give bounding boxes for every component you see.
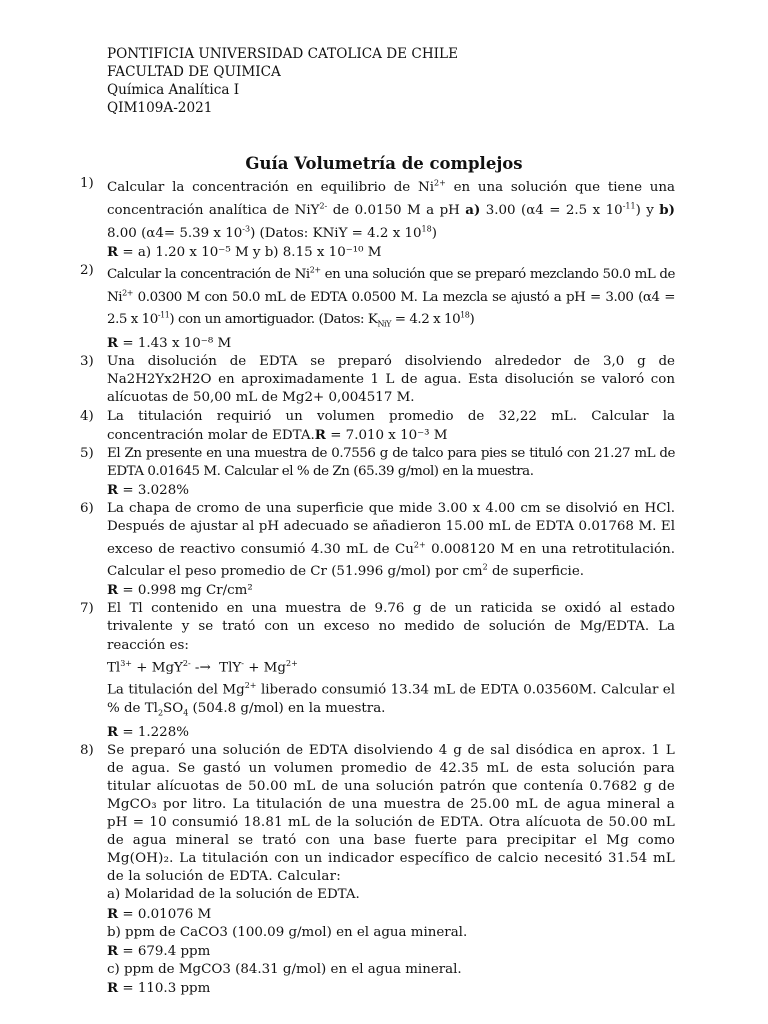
answer-line bbox=[107, 723, 675, 742]
problem-list bbox=[80, 175, 675, 998]
answer-label: R bbox=[107, 243, 119, 260]
problem-text: Una disolución de EDTA se preparó disolviendo alrededor de 3,0 g de Na2H2Yx2H2O en aproximadamente 1 L de agua. Esta disolución se valoró con alícuotas de 50,00 mL de Mg2+ 0,004517 M. bbox=[107, 354, 675, 406]
problem-text: La chapa de cromo de una superficie que mide 3.00 x 4.00 cm se disolvió en HCl. Después de ajustar al pH adecuado se añadieron 15.00 mL de EDTA 0.01768 M. El exceso de reactivo consumió 4.30 mL de $Cu^{2+}$ 0.008120 M en una retrotitulación. Calcular el peso promedio de Cr (51.996 g/mol) por $cm^2$ de superficie. bbox=[107, 500, 675, 580]
answer-label: R bbox=[314, 426, 326, 443]
answer-line bbox=[107, 243, 675, 262]
answer-value: = 1.43 x 10⁻⁸ M bbox=[118, 336, 232, 352]
reaction-equation: $Tl^{3+} + MgY^{2-} -\to TlY^- + Mg^{2+}$ bbox=[107, 658, 298, 676]
answer-value: = 110.3 ppm bbox=[118, 980, 211, 996]
problem-text: La titulación del $Mg^{2+}$ liberado consumió 13.34 mL de EDTA 0.03560M. Calcular el % de $Tl_2SO_4$ (504.8 g/mol) en la muestra. bbox=[107, 681, 675, 718]
problem-item bbox=[80, 353, 675, 407]
faculty-name: FACULTAD DE QUIMICA bbox=[107, 64, 281, 80]
problem-number: 4) bbox=[80, 408, 94, 424]
problem-number: 6) bbox=[80, 500, 94, 516]
answer-label: R bbox=[107, 942, 119, 959]
answer-value: = 0.998 mg Cr/cm² bbox=[118, 583, 253, 599]
problem-number: 1) bbox=[80, 176, 94, 191]
problem-text: El Tl contenido en una muestra de 9.76 g de un raticida se oxidó al estado trivalente y se trató con un exceso no medido de solución de Mg/EDTA. La reacción es: bbox=[107, 601, 675, 653]
answer-line bbox=[107, 481, 675, 500]
problem-number: 2) bbox=[80, 262, 94, 278]
problem-text: La titulación requirió un volumen promedio de 32,22 mL. Calcular la concentración molar de EDTA. bbox=[107, 408, 675, 443]
answer-value: = 7.010 x 10⁻³ M bbox=[325, 427, 448, 443]
university-name: PONTIFICIA UNIVERSIDAD CATOLICA DE CHILE bbox=[107, 46, 458, 62]
sub-question: a) Molaridad de la solución de EDTA. bbox=[107, 887, 360, 903]
answer-label: R bbox=[107, 582, 119, 599]
answer-value: = 0.01076 M bbox=[118, 906, 212, 922]
answer-line bbox=[107, 942, 675, 961]
problem-text: El Zn presente en una muestra de 0.7556 g de talco para pies se tituló con 21.27 mL de EDTA 0.01645 M. Calcular el % de Zn (65.39 g/mol) en la muestra. bbox=[107, 445, 675, 479]
problem-item bbox=[80, 600, 675, 741]
answer-value: = a) 1.20 x 10⁻⁵ M y b) 8.15 x 10⁻¹⁰ M bbox=[118, 244, 382, 260]
problem-number: 8) bbox=[80, 742, 94, 758]
answer-value: = 1.228% bbox=[118, 724, 189, 740]
answer-label: R bbox=[107, 335, 119, 352]
problem-item bbox=[80, 408, 675, 445]
answer-value: = 3.028% bbox=[118, 482, 189, 498]
problem-text: Calcular la concentración en equilibrio de $Ni^{2+}$ en una solución que tiene una concentración analítica de NiY$^{2-}$ de 0.0150 M a pH a) 3.00 (α4 = 2.5 x $10^{-11}$) y b) 8.00 (α4= 5.39 x $10^{-3}$) (Datos: KNiY = 4.2 x $10^{18}$) bbox=[107, 179, 676, 241]
sub-question: b) ppm de CaCO3 (100.09 g/mol) en el agua mineral. bbox=[107, 924, 468, 940]
problem-item bbox=[80, 262, 675, 353]
answer-line bbox=[107, 581, 675, 600]
course-name: Química Analítica I bbox=[107, 82, 240, 98]
sub-question: c) ppm de MgCO3 (84.31 g/mol) en el agua mineral. bbox=[107, 961, 462, 977]
answer-value: = 679.4 ppm bbox=[118, 943, 211, 959]
answer-label: R bbox=[107, 723, 119, 740]
problem-number: 7) bbox=[80, 601, 94, 617]
document-header bbox=[107, 45, 458, 117]
problem-item bbox=[80, 742, 675, 998]
answer-line bbox=[107, 334, 675, 353]
answer-label: R bbox=[107, 905, 119, 922]
problem-text: Calcular la concentración de $Ni^{2+}$ en una solución que se preparó mezclando 50.0 mL de $Ni^{2+}$ 0.0300 M con 50.0 mL de EDTA 0.0500 M. La mezcla se ajustó a pH = 3.00 (α4 = 2.5 x $10^{-11}$) con un amortiguador. (Datos: $K_{NiY} = 4.2$ x $10^{18}$) bbox=[107, 265, 675, 330]
problem-item bbox=[80, 175, 675, 262]
answer-line bbox=[107, 979, 675, 998]
page-title: Guía Volumetría de complejos bbox=[245, 154, 523, 173]
answer-label: R bbox=[107, 481, 119, 498]
problem-item bbox=[80, 445, 675, 500]
problem-text: Se preparó una solución de EDTA disolviendo 4 g de sal disódica en aprox. 1 L de agua. Se gastó un volumen promedio de 42.35 mL de esta solución para titular alícuotas de 50.00 mL de una solución patrón que contenía 0.7682 g de MgCO₃ por litro. La titulación de una muestra de 25.00 mL de agua mineral a pH = 10 consumió 18.81 mL de la solución de EDTA. Otra alícuota de 50.00 mL de agua mineral se trató con una base fuerte para precipitar el Mg como Mg(OH)₂. La titulación con un indicador específico de calcio necesitó 31.54 mL de la solución de EDTA. Calcular: bbox=[107, 742, 675, 885]
answer-line bbox=[107, 905, 675, 924]
problem-item bbox=[80, 500, 675, 600]
answer-label: R bbox=[107, 979, 119, 996]
problem-number: 3) bbox=[80, 354, 94, 370]
problem-number: 5) bbox=[80, 445, 94, 461]
course-code: QIM109A-2021 bbox=[107, 100, 213, 116]
